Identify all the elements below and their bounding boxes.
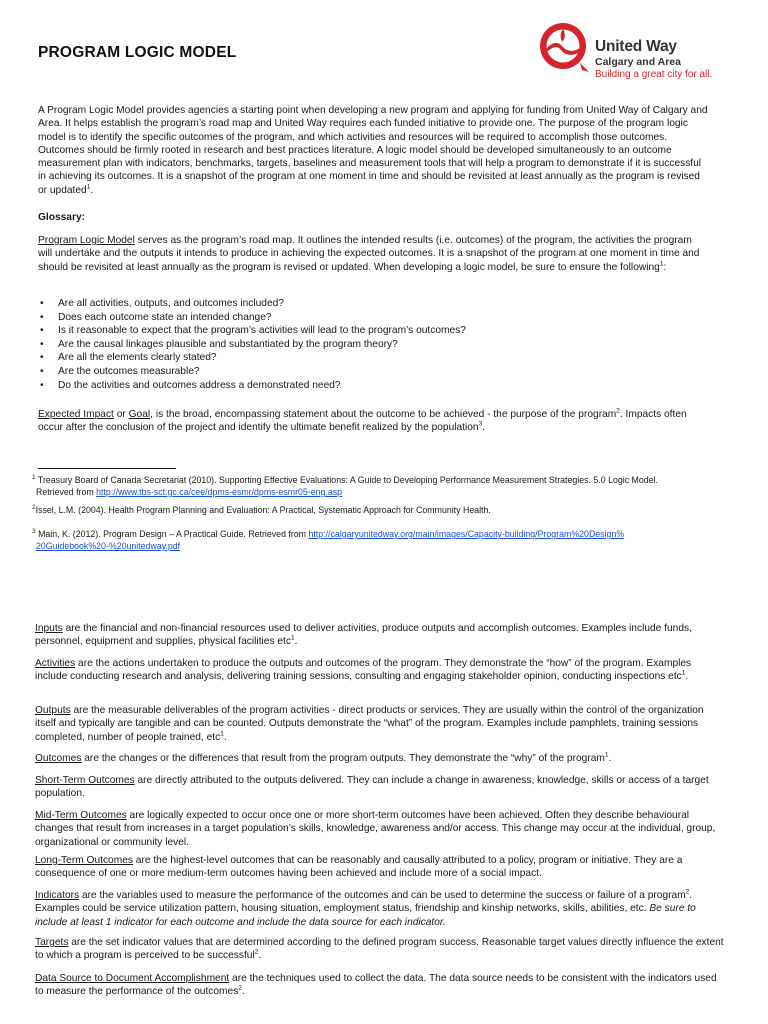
glossary-program-logic-model: Program Logic Model serves as the program’s road map. It outlines the intended results (i.e. outcomes) of the program, the activities the program will undertake and the outputs it intends to produce in achieving the expected outcomes. It is a snapshot of the program at one moment in time and should be revisited at least annually as the program is revised or updated. When developing a logic model, be sure to ensure the following$^1$: (38, 235, 700, 273)
list-item: • Does each outcome state an intended change? (38, 311, 708, 325)
definition-data-source: Data Source to Document Accomplishment are the techniques used to collect the data. The data source needs to be consistent with the indicators used to measure the performance of the outcomes$^2$. (35, 973, 717, 998)
intro-paragraph: A Program Logic Model provides agencies a starting point when developing a new program and applying for funding from United Way of Calgary and Area. It helps establish the program’s road map and United Way requires each funded initiative to provide one. The purpose of the program logic model is to identify the specific outcomes of the program, and which activities and resources will be required to accomplish those outcomes. Outcomes should be firmly rooted in research and best practices literature. A logic model should be developed simultaneously to an outcome measurement plan with indicators, benchmarks, targets, baselines and measurement tools that will help a program to demonstrate if it is successful in achieving its outcomes. It is a snapshot of the program at one moment in time and should be revisited at least annually as the program is revised or updated$^1$. (38, 105, 708, 196)
list-item: • Are the outcomes measurable? (38, 365, 708, 379)
glossary-heading: Glossary: (38, 212, 85, 223)
list-item: • Do the activities and outcomes address a demonstrated need? (38, 379, 708, 393)
definition-indicators: Indicators are the variables used to measure the performance of the outcomes and can be used to determine the success or failure of a program$^2$. Examples could be service utilization pattern, housing situation, employment status, friendship and kinship networks, skills, abilities, etc. Be sure to include at least 1 indicator for each outcome and include the data source for each indicator. (35, 888, 696, 928)
footnote-3-link[interactable]: http://calgaryunitedway.org/main/images/Capacity-building/Program%20Design% 20Guidebook%20-%20unitedway.pdf (36, 529, 625, 551)
logo-subtitle: Calgary and Area (595, 56, 681, 68)
definition-long-term-outcomes: Long-Term Outcomes are the highest-level outcomes that can be reasonably and causally attributed to a policy, program or initiative. They are a consequence of one or more medium-term outcomes having been achieved and include more of a social impact. (35, 855, 683, 880)
footnote-3: $^3$ Main, K. (2012). Program Design – A Practical Guide. Retrieved from http://calgaryunitedway.org/main/images/Capacity-building/Program%20Design% 20Guidebook%20-%20unitedway.pdf (32, 528, 625, 551)
definition-short-term-outcomes: Short-Term Outcomes are directly attributed to the outputs delivered. They can include a change in awareness, knowledge, skills or access of a target population. (35, 775, 709, 800)
page-title: PROGRAM LOGIC MODEL (38, 44, 237, 61)
footnote-divider (38, 468, 176, 469)
definition-targets: Targets are the set indicator values that are determined according to the defined program success. Reasonable target values directly influence the extent to which a program is perceived to be successful$^2$. (35, 937, 724, 962)
united-way-logo (537, 21, 757, 87)
definition-mid-term-outcomes: Mid-Term Outcomes are logically expected to occur once one or more short-term outcomes have been achieved. Often they describe behavioural changes that result from increases in a target population’s skills, knowledge, awareness and/or access. This change may occur at the individual, group, organizational or community level. (35, 810, 716, 848)
definition-outputs: Outputs are the measurable deliverables of the program activities - direct products or services. They are usually within the control of the organization itself and typically are tangible and can be counted. Outputs demonstrate the “what” of the program. Examples include pamphlets, training sessions completed, number of people trained, etc$^1$. (35, 705, 704, 743)
definition-outcomes: Outcomes are the changes or the differences that result from the program outputs. They demonstrate the “why” of the program$^1$. (35, 751, 612, 764)
logo-name: United Way (595, 38, 677, 55)
list-item: • Is it reasonable to expect that the program’s activities will lead to the program’s outcomes? (38, 324, 708, 338)
definition-activities: Activities are the actions undertaken to produce the outputs and outcomes of the program. They demonstrate the “how” of the program. Examples include conducting research and analysis, delivering training sessions, consulting and engaging stakeholder opinion, conducting inspections etc$^1$. (35, 658, 692, 683)
list-item: • Are all the elements clearly stated? (38, 351, 708, 365)
footnote-2: $^2$Issel, L.M. (2004). Health Program Planning and Evaluation: A Practical, Systematic Approach for Community Health. (32, 504, 491, 515)
footnote-1-link[interactable]: http://www.tbs-sct.gc.ca/cee/dpms-esmr/dpms-esmr05-eng.asp (96, 487, 343, 497)
glossary-expected-impact: Expected Impact or Goal, is the broad, encompassing statement about the outcome to be achieved - the purpose of the program$^2$. Impacts often occur after the conclusion of the project and identify the ultimate benefit realized by the population$^3$. (38, 407, 687, 434)
united-way-logo-icon (537, 21, 593, 77)
list-item: • Are all activities, outputs, and outcomes included? (38, 297, 708, 311)
list-item: • Are the causal linkages plausible and substantiated by the program theory? (38, 338, 708, 352)
footnote-1: $^1$ Treasury Board of Canada Secretariat (2010). Supporting Effective Evaluations: A Guide to Developing Performance Measurement Strategies. 5.0 Logic Model. Retrieved from http://www.tbs-sct.gc.ca/cee/dpms-esmr/dpms-esmr05-eng.asp (32, 474, 658, 497)
logo-tagline: Building a great city for all. (595, 69, 713, 80)
definition-inputs: Inputs are the financial and non-financial resources used to deliver activities, produce outputs and accomplish outcomes. Examples include funds, personnel, equipment and supplies, physical facilities etc$^1$. (35, 623, 692, 648)
checklist (38, 297, 708, 392)
